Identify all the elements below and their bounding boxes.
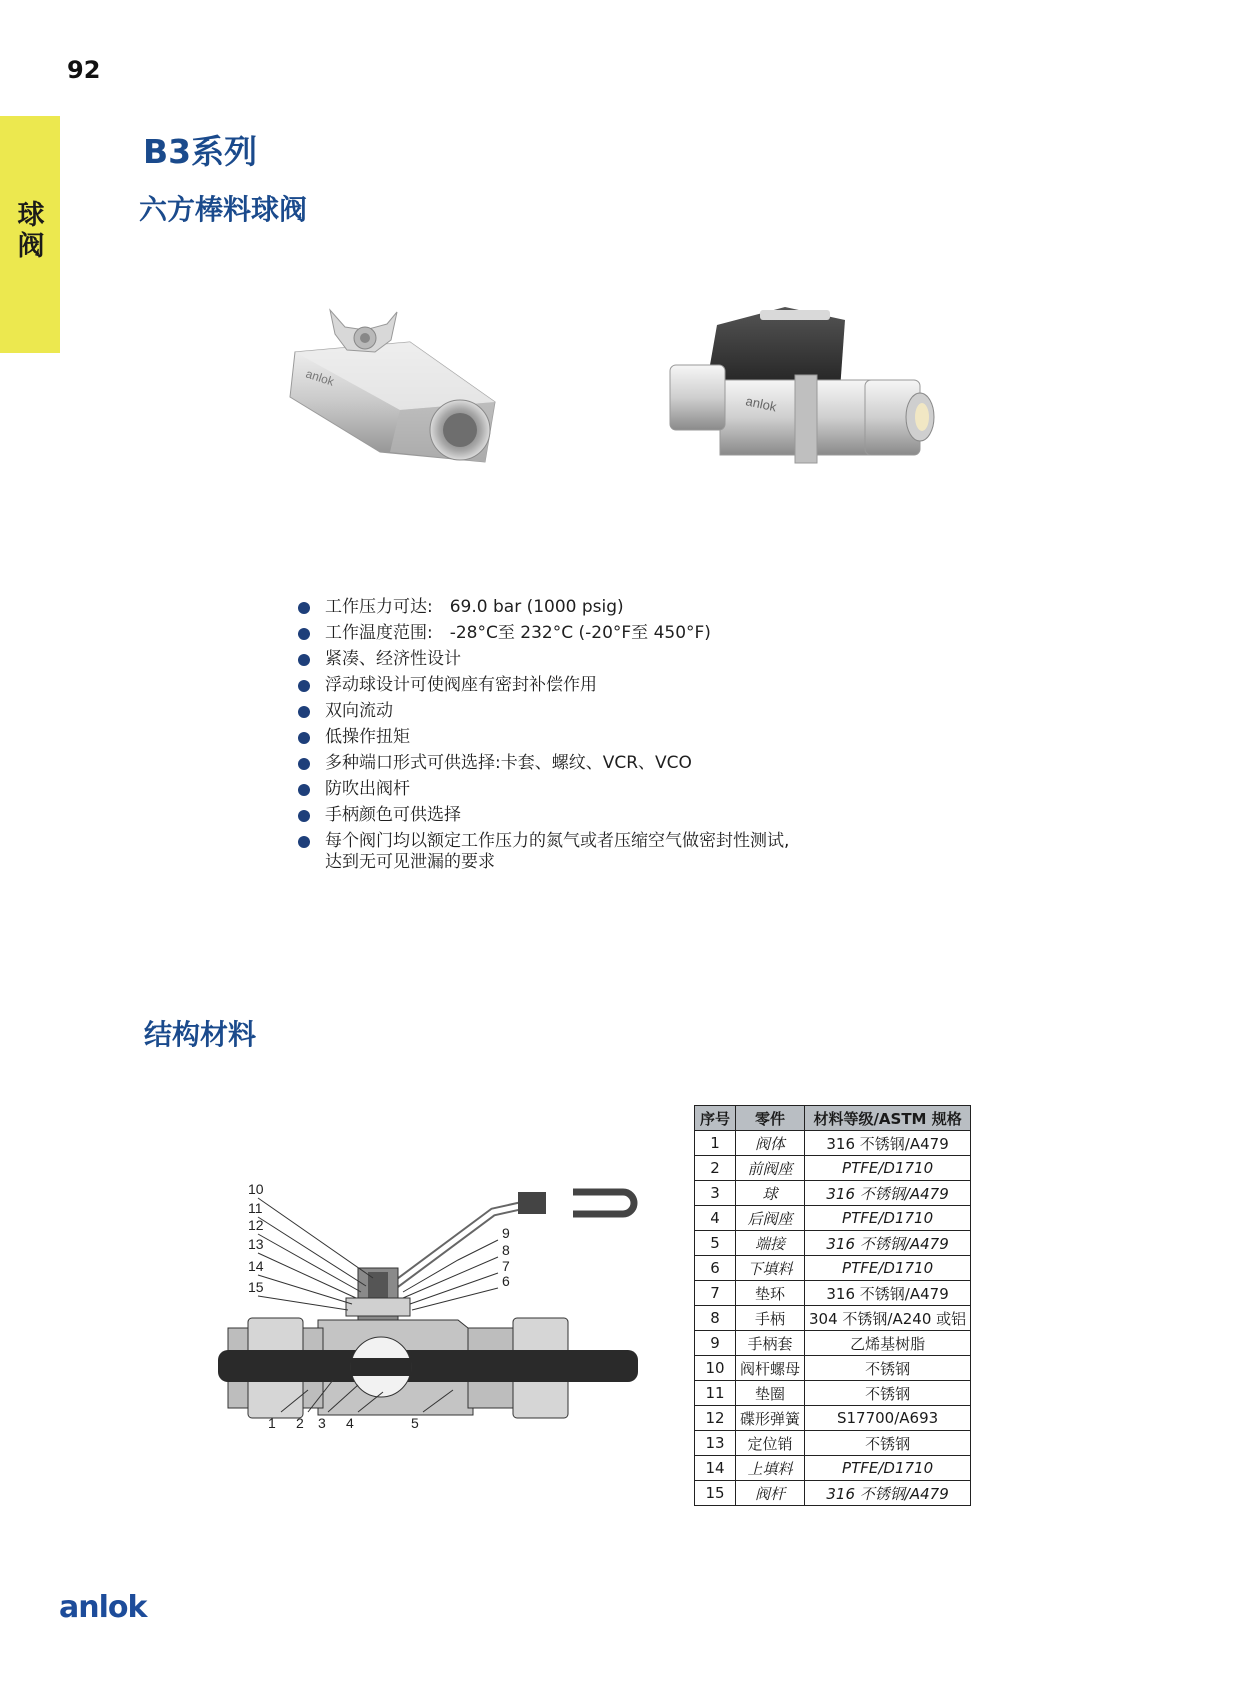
table-cell-no: 10 — [695, 1356, 736, 1381]
feature-item: 多种端口形式可供选择:卡套、螺纹、VCR、VCO — [296, 753, 856, 774]
table-cell-material: PTFE/D1710 — [805, 1256, 971, 1281]
table-cell-no: 12 — [695, 1406, 736, 1431]
table-cell-part: 上填料 — [736, 1456, 805, 1481]
table-cell-material: 乙烯基树脂 — [805, 1331, 971, 1356]
svg-text:7: 7 — [502, 1258, 510, 1274]
table-cell-part: 前阀座 — [736, 1156, 805, 1181]
brand-logo: anlok — [59, 1590, 147, 1625]
section-title: 结构材料 — [144, 1018, 257, 1051]
feature-item: 手柄颜色可供选择 — [296, 805, 856, 826]
table-cell-part: 垫圈 — [736, 1381, 805, 1406]
table-row — [695, 1481, 971, 1506]
page-number: 92 — [67, 56, 101, 84]
table-cell-material: PTFE/D1710 — [805, 1156, 971, 1181]
table-cell-part: 手柄 — [736, 1306, 805, 1331]
svg-text:5: 5 — [411, 1415, 419, 1431]
table-cell-material: 316 不锈钢/A479 — [805, 1231, 971, 1256]
table-cell-material: PTFE/D1710 — [805, 1456, 971, 1481]
table-cell-part: 垫环 — [736, 1281, 805, 1306]
svg-text:1: 1 — [268, 1415, 276, 1431]
svg-text:6: 6 — [502, 1273, 510, 1289]
table-cell-no: 14 — [695, 1456, 736, 1481]
valve-photo-right — [665, 305, 945, 490]
table-cell-no: 13 — [695, 1431, 736, 1456]
feature-item: 防吹出阀杆 — [296, 779, 856, 800]
svg-text:9: 9 — [502, 1225, 510, 1241]
table-cell-no: 4 — [695, 1206, 736, 1231]
side-tab-label: 球阀 — [17, 200, 45, 262]
svg-text:15: 15 — [248, 1279, 264, 1295]
table-cell-no: 2 — [695, 1156, 736, 1181]
table-cell-material: S17700/A693 — [805, 1406, 971, 1431]
table-cell-no: 6 — [695, 1256, 736, 1281]
table-row — [695, 1231, 971, 1256]
svg-text:13: 13 — [248, 1236, 264, 1252]
table-cell-material: 不锈钢 — [805, 1381, 971, 1406]
svg-text:2: 2 — [296, 1415, 304, 1431]
header-part: 零件 — [736, 1106, 805, 1131]
table-row — [695, 1456, 971, 1481]
feature-list — [296, 597, 856, 878]
table-row — [695, 1381, 971, 1406]
table-row — [695, 1131, 971, 1156]
table-cell-no: 3 — [695, 1181, 736, 1206]
table-row — [695, 1206, 971, 1231]
table-row — [695, 1156, 971, 1181]
table-cell-material: 不锈钢 — [805, 1356, 971, 1381]
svg-text:11: 11 — [248, 1200, 263, 1216]
table-cell-part: 下填料 — [736, 1256, 805, 1281]
table-cell-material: 316 不锈钢/A479 — [805, 1281, 971, 1306]
table-cell-material: PTFE/D1710 — [805, 1206, 971, 1231]
table-cell-part: 后阀座 — [736, 1206, 805, 1231]
table-header-row — [695, 1106, 971, 1131]
feature-item: 浮动球设计可使阀座有密封补偿作用 — [296, 675, 856, 696]
table-row — [695, 1406, 971, 1431]
materials-table — [694, 1105, 971, 1506]
svg-text:10: 10 — [248, 1181, 264, 1197]
svg-text:8: 8 — [502, 1242, 510, 1258]
table-row — [695, 1281, 971, 1306]
table-row — [695, 1256, 971, 1281]
table-cell-part: 阀杆 — [736, 1481, 805, 1506]
right-photo-brand: anlok — [744, 393, 778, 415]
table-cell-part: 定位销 — [736, 1431, 805, 1456]
svg-text:3: 3 — [318, 1415, 326, 1431]
feature-item: 双向流动 — [296, 701, 856, 722]
table-cell-no: 15 — [695, 1481, 736, 1506]
table-cell-no: 1 — [695, 1131, 736, 1156]
feature-item: 工作压力可达: 69.0 bar (1000 psig) — [296, 597, 856, 618]
table-row — [695, 1306, 971, 1331]
header-no: 序号 — [695, 1106, 736, 1131]
svg-text:12: 12 — [248, 1217, 264, 1233]
table-cell-part: 碟形弹簧 — [736, 1406, 805, 1431]
feature-item: 工作温度范围: -28°C至 232°C (-20°F至 450°F) — [296, 623, 856, 644]
table-row — [695, 1331, 971, 1356]
table-cell-no: 11 — [695, 1381, 736, 1406]
table-cell-part: 手柄套 — [736, 1331, 805, 1356]
table-row — [695, 1181, 971, 1206]
feature-item: 紧凑、经济性设计 — [296, 649, 856, 670]
header-material: 材料等级/ASTM 规格 — [805, 1106, 971, 1131]
table-cell-part: 阀杆螺母 — [736, 1356, 805, 1381]
table-cell-no: 5 — [695, 1231, 736, 1256]
table-cell-material: 316 不锈钢/A479 — [805, 1181, 971, 1206]
feature-item: 低操作扭矩 — [296, 727, 856, 748]
feature-item: 每个阀门均以额定工作压力的氮气或者压缩空气做密封性测试, 达到无可见泄漏的要求 — [296, 831, 856, 873]
table-cell-no: 8 — [695, 1306, 736, 1331]
table-row — [695, 1431, 971, 1456]
table-cell-material: 316 不锈钢/A479 — [805, 1131, 971, 1156]
series-title: B3系列 — [143, 132, 258, 171]
valve-photo-left — [285, 302, 535, 502]
product-title: 六方棒料球阀 — [139, 193, 308, 226]
table-row — [695, 1356, 971, 1381]
svg-text:14: 14 — [248, 1258, 264, 1274]
table-cell-part: 球 — [736, 1181, 805, 1206]
cross-section-diagram — [218, 1180, 638, 1450]
table-cell-material: 316 不锈钢/A479 — [805, 1481, 971, 1506]
table-cell-part: 阀体 — [736, 1131, 805, 1156]
table-cell-no: 7 — [695, 1281, 736, 1306]
table-cell-material: 不锈钢 — [805, 1431, 971, 1456]
table-cell-part: 端接 — [736, 1231, 805, 1256]
left-photo-brand: anlok — [304, 366, 336, 389]
table-cell-material: 304 不锈钢/A240 或铝 — [805, 1306, 971, 1331]
svg-text:4: 4 — [346, 1415, 354, 1431]
table-cell-no: 9 — [695, 1331, 736, 1356]
